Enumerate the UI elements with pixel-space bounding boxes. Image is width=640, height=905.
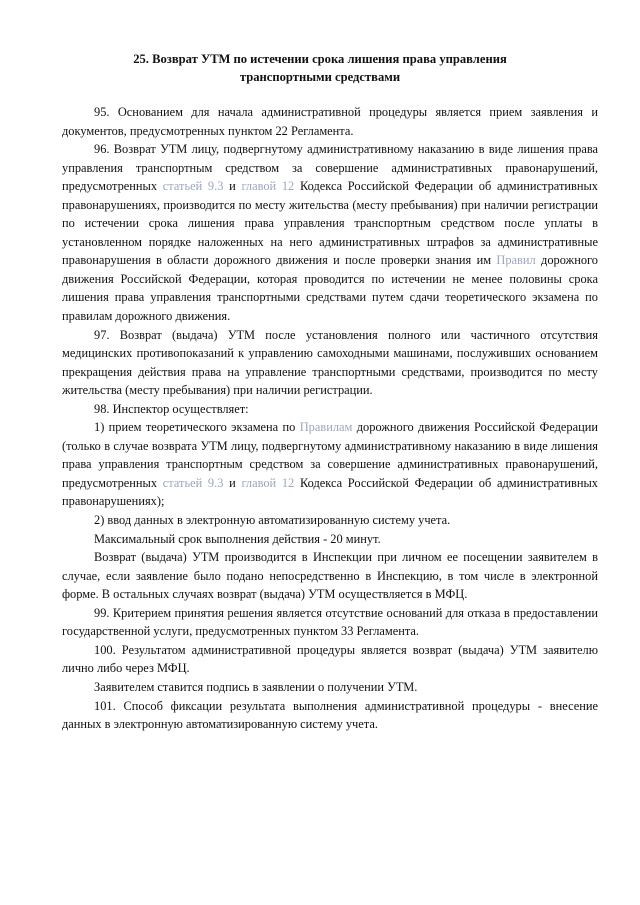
section-title (60, 50, 580, 86)
link-article-9-3-2[interactable]: статьей 9.3 (162, 475, 224, 490)
item-1-text-b: дорожного движения Российской Федерации (только в случае возврата УТМ лицу, подвергнутому административному наказанию в виде лишения права управления транспортным средством за совершение административных правонарушений, предусмотренных (62, 420, 598, 490)
paragraph-96-text-c: Кодекса Российской Федерации об административных правонарушениях, производится по месту жительства (месту пребывания) при наличии регистрации по истечении срока лишения права управления транспортным средством после уплаты в установленном порядке наложенных на него административных штрафов за административные правонарушения в области дорожного движения и после проверки знания им (62, 179, 599, 268)
link-traffic-rules[interactable]: Правил (496, 253, 536, 268)
paragraph-99: 99. Критерием принятия решения является отсутствие оснований для отказа в предоставлении государственной услуги, предусмотренных пунктом 33 Регламента. (62, 605, 598, 639)
paragraph-100: 100. Результатом административной процедуры является возврат (выдача) УТМ заявителю лично либо через МФЦ. (62, 642, 598, 676)
paragraph-95: 95. Основанием для начала административной процедуры является прием заявления и документов, предусмотренных пунктом 22 Регламента. (62, 105, 598, 138)
link-article-9-3[interactable]: статьей 9.3 (162, 179, 224, 194)
item-1-text-a: 1) прием теоретического экзамена по (94, 420, 300, 435)
paragraph-96 (62, 140, 598, 325)
paragraph-101: 101. Способ фиксации результата выполнения административной процедуры - внесение данных в электронную автоматизированную систему учета. (62, 698, 598, 732)
paragraph-return: Возврат (выдача) УТМ производится в Инспекции при личном ее посещении заявителем в случае, если заявление было подано непосредственно в Инспекцию, в том числе в электронной форме. В остальных случаях возврат (выдача) УТМ осуществляется в МФЦ. (62, 550, 598, 602)
paragraph-96-text-b: и (223, 179, 242, 194)
paragraph-96-text-d: дорожного движения Российской Федерации, которая проводится по истечении не менее половины срока лишения права управления транспортными средствами путем сдачи теоретического экзамена по правилам дорожного движения. (62, 253, 598, 324)
paragraph-max-time: Максимальный срок выполнения действия - 20 минут. (94, 531, 381, 546)
item-1-text-d: Кодекса Российской Федерации об административных правонарушениях); (62, 475, 599, 509)
paragraph-98-item-1 (62, 418, 598, 511)
item-1-text-c: и (223, 475, 242, 490)
paragraph-96-text-a: 96. Возврат УТМ лицу, подвергнутому административному наказанию в виде лишения права управления транспортным средством за совершение административных правонарушений, предусмотренных (62, 142, 598, 194)
paragraph-100-signature: Заявителем ставится подпись в заявлении о получении УТМ. (94, 679, 418, 694)
link-chapter-12-2[interactable]: главой 12 (241, 475, 295, 490)
paragraph-98: 98. Инспектор осуществляет: (94, 401, 249, 416)
link-traffic-rules-2[interactable]: Правилам (299, 420, 353, 435)
paragraph-98-item-2: 2) ввод данных в электронную автоматизированную систему учета. (94, 513, 451, 528)
section-title-line2: транспортными средствами (239, 70, 401, 84)
paragraph-97: 97. Возврат (выдача) УТМ после установления полного или частичного отсутствия медицинских противопоказаний к управлению самоходными машинами, послуживших основанием прекращения действия права на управление транспортными средствами, производится по месту жительства (месту пребывания) при наличии регистрации. (62, 327, 598, 398)
link-chapter-12[interactable]: главой 12 (241, 179, 295, 194)
section-title-line1: 25. Возврат УТМ по истечении срока лишения права управления (133, 52, 507, 66)
document-body (62, 103, 598, 734)
